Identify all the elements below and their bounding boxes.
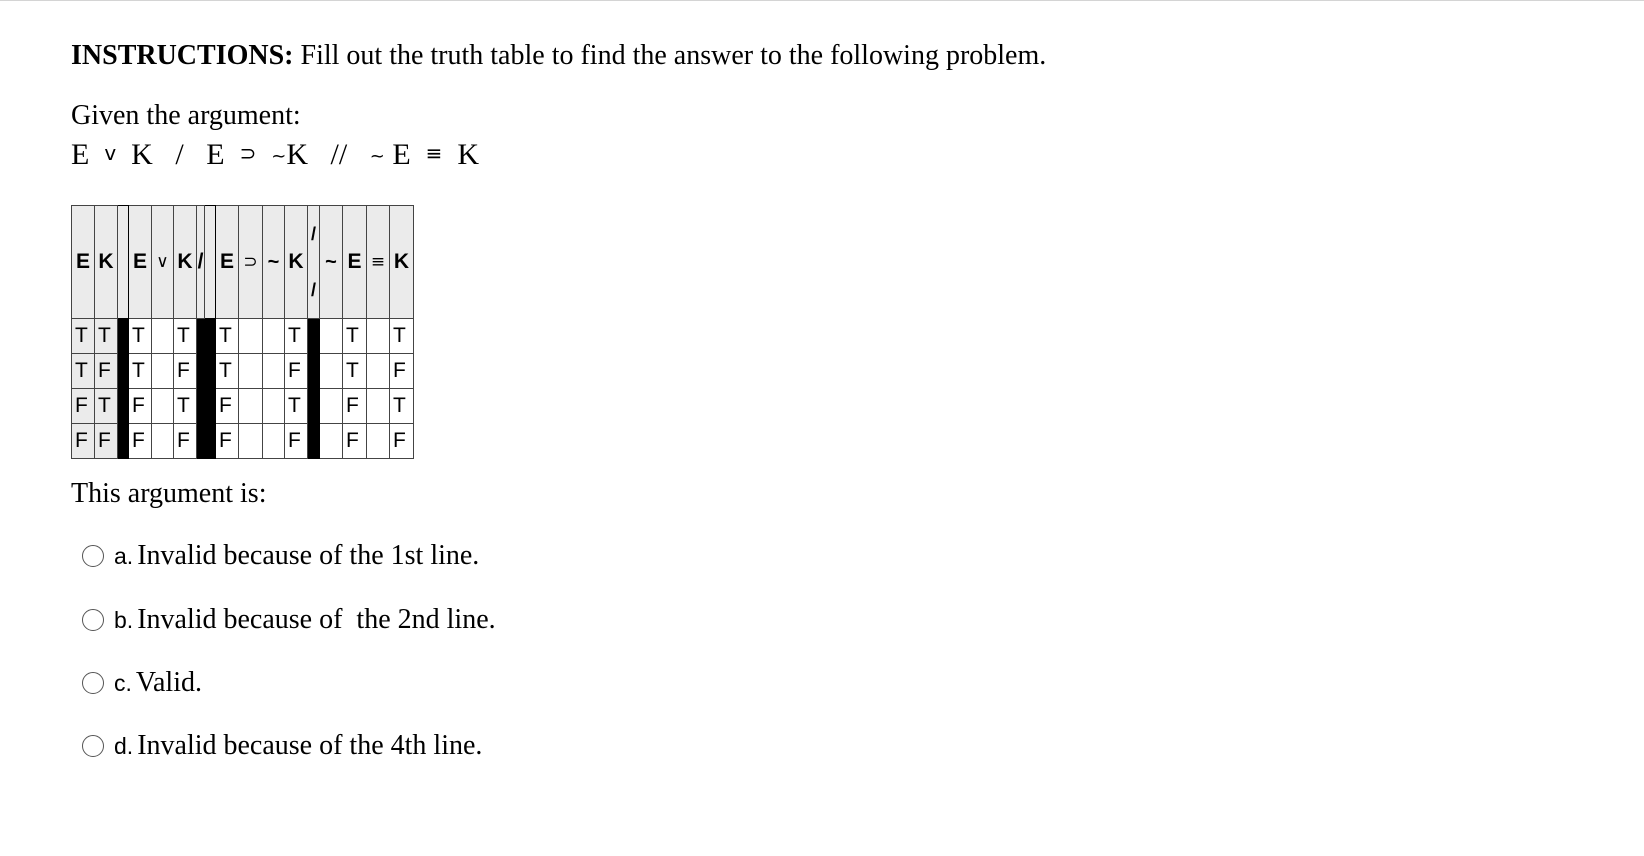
header-double-slash (308, 206, 320, 319)
column-separator (197, 424, 205, 459)
header-k: K (95, 206, 118, 319)
option-c-letter: c. (114, 669, 132, 696)
arg-c-var-k: K (457, 138, 480, 171)
truth-value-cell[interactable] (263, 389, 285, 424)
arg-p2-horseshoe-operator: ⊃ (239, 141, 257, 165)
header-slash-bottom: / (310, 280, 316, 300)
option-b-letter: b. (114, 606, 134, 633)
truth-value-cell[interactable] (367, 354, 390, 389)
header-c-tilde: ~ (320, 206, 343, 319)
truth-value-cell[interactable] (367, 424, 390, 459)
instructions-text: Fill out the truth table to find the answer to the following problem. (293, 40, 1047, 71)
header-c-equiv: ≡ (367, 206, 390, 319)
truth-value-cell[interactable] (367, 389, 390, 424)
truth-value-cell[interactable]: T (129, 319, 152, 354)
truth-value-cell[interactable]: T (390, 389, 414, 424)
arg-conclusion-separator: // (330, 138, 348, 171)
arg-p1-var-k: K (131, 138, 153, 171)
truth-table-header-row (72, 206, 414, 319)
column-separator (308, 424, 320, 459)
header-p1-or: ∨ (152, 206, 174, 319)
truth-value-cell[interactable] (239, 319, 263, 354)
option-d-text: Invalid because of the 4th line. (137, 730, 483, 761)
truth-value-cell[interactable]: F (129, 389, 152, 424)
truth-value-cell[interactable] (320, 389, 343, 424)
option-a-letter: a. (114, 542, 134, 569)
arg-p2-var-e: E (206, 138, 225, 171)
column-separator (118, 354, 129, 389)
column-separator (118, 424, 129, 459)
radio-button-b[interactable] (82, 609, 104, 631)
arg-p1-var-e: E (71, 138, 90, 171)
header-p2-k: K (285, 206, 308, 319)
truth-value-cell[interactable]: F (174, 424, 197, 459)
column-separator (197, 319, 205, 354)
column-separator (308, 354, 320, 389)
truth-value-cell[interactable]: T (216, 354, 239, 389)
option-d[interactable] (82, 726, 482, 766)
header-c-k: K (390, 206, 414, 319)
truth-value-cell[interactable]: F (174, 354, 197, 389)
column-separator (205, 319, 216, 354)
truth-value-cell[interactable]: F (129, 424, 152, 459)
option-d-letter: d. (114, 732, 134, 759)
truth-value-cell[interactable]: T (129, 354, 152, 389)
header-slash: / (197, 206, 205, 319)
truth-value-cell[interactable]: F (285, 354, 308, 389)
header-slash-top: / (310, 224, 316, 244)
column-separator (205, 206, 216, 319)
arg-premise-separator: / (175, 138, 184, 171)
argument-formula (71, 138, 479, 172)
truth-value-cell[interactable] (320, 354, 343, 389)
truth-value-cell[interactable] (239, 354, 263, 389)
truth-value-cell[interactable] (239, 389, 263, 424)
truth-value-cell[interactable]: F (285, 424, 308, 459)
truth-table (71, 205, 414, 459)
truth-value-cell[interactable] (367, 319, 390, 354)
input-value-cell: T (72, 354, 95, 389)
truth-value-cell[interactable] (320, 424, 343, 459)
truth-value-cell[interactable]: T (285, 389, 308, 424)
radio-button-a[interactable] (82, 545, 104, 567)
column-separator (118, 319, 129, 354)
truth-value-cell[interactable]: F (343, 389, 367, 424)
column-separator (205, 389, 216, 424)
header-p2-horseshoe: ⊃ (239, 206, 263, 319)
input-value-cell: F (95, 354, 118, 389)
given-label: Given the argument: (71, 100, 301, 131)
input-value-cell: T (72, 319, 95, 354)
option-c-text: Valid. (135, 667, 202, 698)
truth-value-cell[interactable] (152, 319, 174, 354)
input-value-cell: F (72, 389, 95, 424)
truth-value-cell[interactable]: T (216, 319, 239, 354)
instructions (71, 40, 1046, 72)
header-e: E (72, 206, 95, 319)
option-a[interactable] (82, 536, 479, 576)
header-p1-e: E (129, 206, 152, 319)
truth-value-cell[interactable]: T (343, 319, 367, 354)
truth-value-cell[interactable] (152, 354, 174, 389)
truth-value-cell[interactable] (320, 319, 343, 354)
header-p2-e: E (216, 206, 239, 319)
truth-value-cell[interactable]: T (174, 319, 197, 354)
truth-value-cell[interactable]: T (174, 389, 197, 424)
arg-p2-var-k: K (286, 138, 309, 171)
truth-value-cell[interactable]: F (390, 354, 414, 389)
truth-value-cell[interactable] (263, 424, 285, 459)
column-separator (205, 354, 216, 389)
truth-value-cell[interactable] (152, 424, 174, 459)
truth-table-row (72, 424, 414, 459)
arg-c-equiv-operator: ≡ (425, 141, 443, 165)
truth-value-cell[interactable] (263, 319, 285, 354)
header-p2-tilde: ~ (263, 206, 285, 319)
truth-value-cell[interactable]: F (390, 424, 414, 459)
input-value-cell: F (72, 424, 95, 459)
option-b-text: Invalid because of the 2nd line. (137, 604, 496, 635)
truth-value-cell[interactable]: T (285, 319, 308, 354)
truth-value-cell[interactable] (263, 354, 285, 389)
option-c[interactable] (82, 663, 202, 703)
truth-value-cell[interactable]: F (216, 424, 239, 459)
header-c-e: E (343, 206, 367, 319)
arg-c-var-e: E (392, 138, 411, 171)
truth-table-row (72, 389, 414, 424)
option-b[interactable] (82, 600, 496, 640)
truth-value-cell[interactable]: F (343, 424, 367, 459)
column-separator (197, 389, 205, 424)
arg-p2-tilde: ~ (271, 146, 287, 167)
truth-value-cell[interactable] (239, 424, 263, 459)
question-prompt: This argument is: (71, 478, 267, 509)
truth-value-cell[interactable]: F (216, 389, 239, 424)
arg-c-tilde: ~ (369, 146, 385, 167)
input-value-cell: T (95, 319, 118, 354)
column-separator (118, 206, 129, 319)
column-separator (205, 424, 216, 459)
input-value-cell: T (95, 389, 118, 424)
truth-value-cell[interactable]: T (390, 319, 414, 354)
truth-value-cell[interactable]: T (343, 354, 367, 389)
radio-button-c[interactable] (82, 672, 104, 694)
arg-p1-or-operator: v (104, 141, 117, 165)
header-p1-k: K (174, 206, 197, 319)
instructions-label: INSTRUCTIONS: (71, 40, 294, 71)
radio-button-d[interactable] (82, 735, 104, 757)
input-value-cell: F (95, 424, 118, 459)
column-separator (118, 389, 129, 424)
truth-table-row (72, 319, 414, 354)
option-a-text: Invalid because of the 1st line. (137, 540, 480, 571)
truth-value-cell[interactable] (152, 389, 174, 424)
truth-table-row (72, 354, 414, 389)
column-separator (197, 354, 205, 389)
column-separator (308, 389, 320, 424)
column-separator (308, 319, 320, 354)
top-divider (0, 0, 1644, 1)
